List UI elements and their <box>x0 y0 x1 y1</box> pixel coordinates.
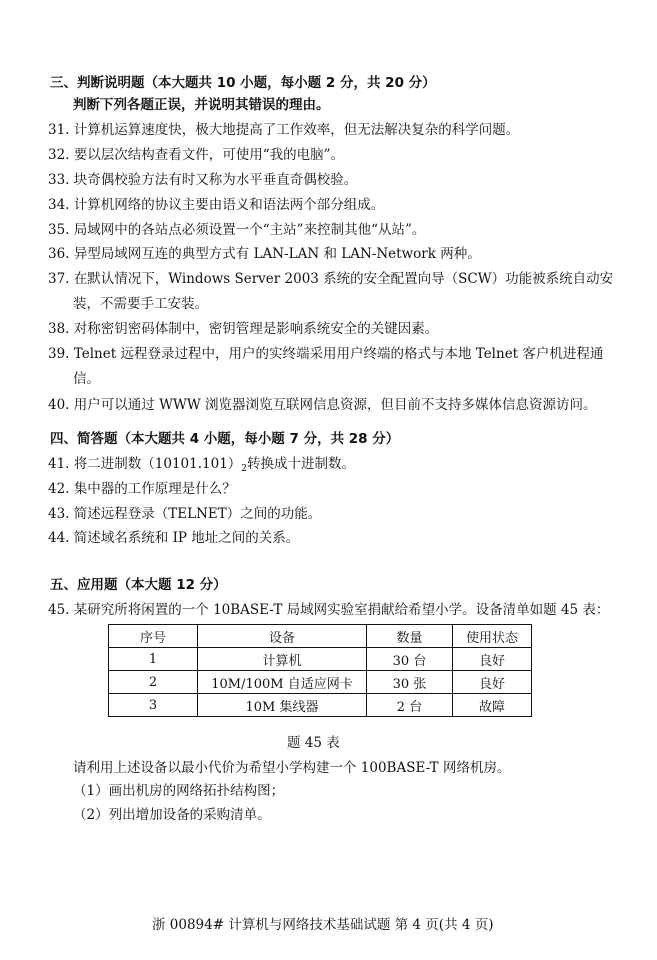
question-34 <box>48 196 384 214</box>
question-44 <box>48 529 299 547</box>
question-text: 某研究所将闲置的一个 10BASE-T 局域网实验室捐献给希望小学。设备清单如题 45 表： <box>73 602 610 618</box>
question-39-continuation: 信。 <box>73 371 100 387</box>
question-number: 41. <box>48 456 70 472</box>
question-text: 计算机运算速度快，极大地提高了工作效率，但无法解决复杂的科学问题。 <box>73 122 520 138</box>
question-number: 34. <box>48 197 70 213</box>
question-38 <box>48 320 438 338</box>
question-text: 要以层次结构查看文件，可使用“我的电脑”。 <box>73 147 345 163</box>
task-description: 请利用上述设备以最小代价为希望小学构建一个 100BASE-T 网络机房。 <box>73 760 511 776</box>
question-number: 36. <box>48 246 70 262</box>
question-number: 40. <box>48 397 70 413</box>
question-text: 块奇偶校验方法有时又称为水平垂直奇偶校验。 <box>73 172 358 188</box>
table-row <box>109 648 532 671</box>
table-header-row <box>109 625 532 648</box>
section3-instruction: 判断下列各题正误，并说明其错误的理由。 <box>73 97 330 113</box>
question-text: 集中器的工作原理是什么？ <box>73 481 236 497</box>
table-cell: 30 台 <box>367 648 453 671</box>
question-43 <box>48 505 321 523</box>
question-31 <box>48 121 519 139</box>
equipment-table <box>108 624 532 717</box>
question-number: 44. <box>48 530 70 546</box>
table-cell: 故障 <box>453 694 532 717</box>
question-number: 33. <box>48 172 70 188</box>
question-40 <box>48 396 597 414</box>
subtask-2: （2）列出增加设备的采购清单。 <box>73 807 271 823</box>
question-41 <box>48 455 355 478</box>
table-cell: 2 台 <box>367 694 453 717</box>
header-serial: 序号 <box>109 625 198 648</box>
question-number: 35. <box>48 222 70 238</box>
question-number: 39. <box>48 346 70 362</box>
header-status: 使用状态 <box>453 625 532 648</box>
question-text: 用户可以通过 WWW 浏览器浏览互联网信息资源，但目前不支持多媒体信息资源访问。 <box>73 397 597 413</box>
section4-title: 四、简答题（本大题共 4 小题，每小题 7 分，共 28 分） <box>50 431 400 447</box>
question-45 <box>48 601 609 619</box>
question-text-post: 转换成十进制数。 <box>247 456 356 472</box>
table-cell: 2 <box>109 671 198 694</box>
question-35 <box>48 221 425 239</box>
page-footer: 浙 00894# 计算机与网络技术基础试题 第 4 页(共 4 页) <box>152 917 494 933</box>
question-number: 32. <box>48 147 70 163</box>
question-number: 37. <box>48 271 70 287</box>
header-quantity: 数量 <box>367 625 453 648</box>
question-text: Telnet 远程登录过程中，用户的实终端采用用户终端的格式与本地 Telnet 客户机进程通 <box>73 346 604 362</box>
table-row <box>109 694 532 717</box>
question-number: 45. <box>48 602 70 618</box>
table-cell: 良好 <box>453 648 532 671</box>
section3-title: 三、判断说明题（本大题共 10 小题，每小题 2 分，共 20 分） <box>50 75 436 91</box>
table-cell: 30 张 <box>367 671 453 694</box>
table-cell: 1 <box>109 648 198 671</box>
question-text: 简述域名系统和 IP 地址之间的关系。 <box>73 530 300 546</box>
table-row <box>109 671 532 694</box>
question-37 <box>48 270 613 288</box>
question-number: 42. <box>48 481 70 497</box>
question-text: 异型局域网互连的典型方式有 LAN-LAN 和 LAN-Network 两种。 <box>73 246 481 262</box>
question-39 <box>48 345 603 363</box>
question-text: 对称密钥密码体制中，密钥管理是影响系统安全的关键因素。 <box>73 321 439 337</box>
question-text: 在默认情况下，Windows Server 2003 系统的安全配置向导（SCW）功能被系统自动安 <box>73 271 614 287</box>
question-33 <box>48 171 357 189</box>
table-caption: 题 45 表 <box>287 735 340 751</box>
table-cell: 3 <box>109 694 198 717</box>
question-number: 38. <box>48 321 70 337</box>
header-equipment: 设备 <box>198 625 367 648</box>
question-number: 43. <box>48 506 70 522</box>
question-42 <box>48 480 236 498</box>
table-cell: 良好 <box>453 671 532 694</box>
table-cell: 计算机 <box>198 648 367 671</box>
subtask-1: （1）画出机房的网络拓扑结构图； <box>73 783 285 799</box>
question-36 <box>48 245 481 263</box>
section5-title: 五、应用题（本大题 12 分） <box>50 577 227 593</box>
question-text: 局域网中的各站点必须设置一个“主站”来控制其他“从站”。 <box>73 222 426 238</box>
table-cell: 10M 集线器 <box>198 694 367 717</box>
question-text: 计算机网络的协议主要由语义和语法两个部分组成。 <box>73 197 385 213</box>
question-37-continuation: 装，不需要手工安装。 <box>73 296 208 312</box>
question-number: 31. <box>48 122 70 138</box>
subscript-base: 2 <box>241 464 248 474</box>
question-32 <box>48 146 344 164</box>
table-cell: 10M/100M 自适应网卡 <box>198 671 367 694</box>
question-text: 简述远程登录（TELNET）之间的功能。 <box>73 506 322 522</box>
question-text-pre: 将二进制数（10101.101） <box>73 456 242 472</box>
